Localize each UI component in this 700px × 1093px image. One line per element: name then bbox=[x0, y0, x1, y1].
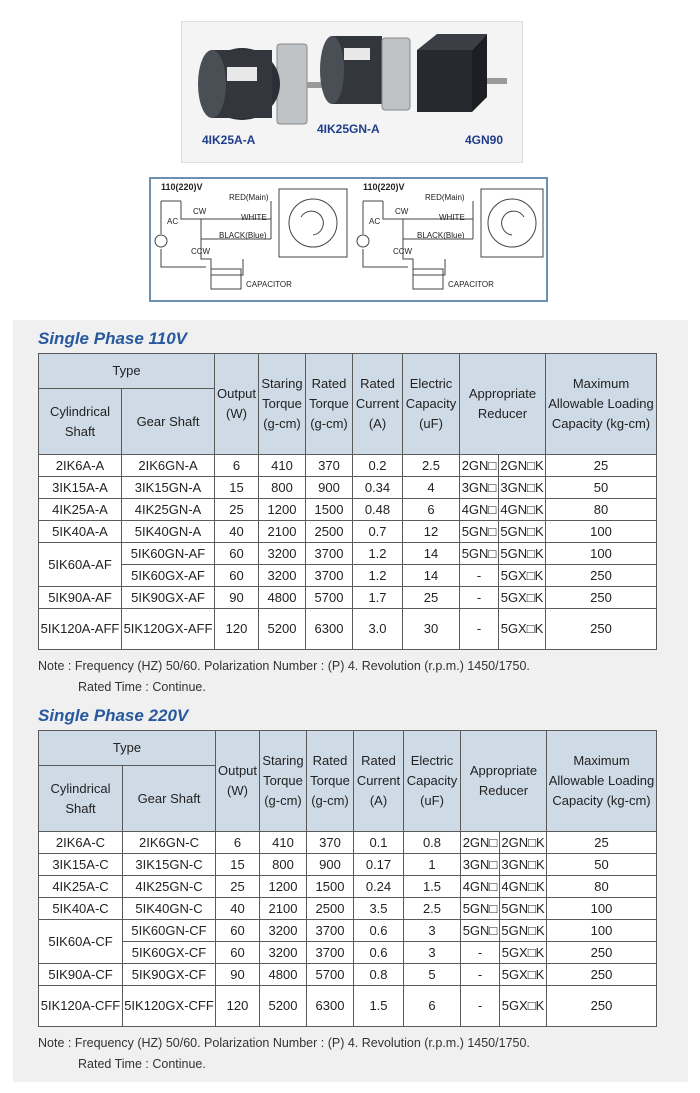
cell-electric-capacity: 6 bbox=[404, 986, 461, 1027]
header-output: Output (W) bbox=[215, 354, 259, 455]
cell-output: 40 bbox=[215, 521, 259, 543]
header-type: Type bbox=[39, 354, 215, 389]
table-row bbox=[39, 455, 657, 477]
cell-output: 25 bbox=[216, 876, 260, 898]
header-type: Type bbox=[39, 731, 216, 766]
cell-rated-current: 1.2 bbox=[353, 543, 403, 565]
cell-rated-torque: 2500 bbox=[307, 898, 354, 920]
section-title-110v: Single Phase 110V bbox=[38, 329, 187, 348]
cell-staring-torque: 2100 bbox=[260, 898, 307, 920]
table-row bbox=[39, 898, 657, 920]
cell-max-loading: 100 bbox=[546, 521, 657, 543]
cell-reducer-1: - bbox=[460, 609, 499, 650]
cell-rated-current: 1.7 bbox=[353, 587, 403, 609]
cell-staring-torque: 800 bbox=[259, 477, 306, 499]
cell-rated-current: 0.17 bbox=[354, 854, 404, 876]
cell-rated-current: 1.5 bbox=[354, 986, 404, 1027]
table-row bbox=[39, 587, 657, 609]
cell-cylindrical: 4IK25A-A bbox=[39, 499, 122, 521]
cell-staring-torque: 4800 bbox=[259, 587, 306, 609]
cell-rated-torque: 2500 bbox=[306, 521, 353, 543]
header-rated-torque: Rated Torque (g-cm) bbox=[307, 731, 354, 832]
cell-max-loading: 250 bbox=[546, 565, 657, 587]
cell-cylindrical: 5IK90A-CF bbox=[39, 964, 123, 986]
cell-electric-capacity: 14 bbox=[403, 565, 460, 587]
header-gear-shaft: Gear Shaft bbox=[122, 389, 215, 455]
wiring-right-red: RED(Main) bbox=[425, 193, 465, 202]
wiring-right-white: WHITE bbox=[439, 213, 465, 222]
cell-rated-current: 0.6 bbox=[354, 920, 404, 942]
cell-max-loading: 100 bbox=[546, 543, 657, 565]
spec-table-220v bbox=[38, 730, 657, 1027]
motor-4ik25gn-icon bbox=[320, 36, 410, 110]
cell-gear: 2IK6GN-A bbox=[122, 455, 215, 477]
wiring-left-capacitor: CAPACITOR bbox=[246, 280, 292, 289]
cell-staring-torque: 2100 bbox=[259, 521, 306, 543]
cell-cylindrical: 5IK90A-AF bbox=[39, 587, 122, 609]
cell-reducer-2: 3GN□K bbox=[500, 854, 547, 876]
table-row bbox=[39, 964, 657, 986]
cell-electric-capacity: 14 bbox=[403, 543, 460, 565]
note-220v-line2: Rated Time : Continue. bbox=[78, 1057, 206, 1071]
cell-reducer-1: 4GN□ bbox=[460, 499, 499, 521]
cell-electric-capacity: 30 bbox=[403, 609, 460, 650]
wiring-left-black: BLACK(Blue) bbox=[219, 231, 267, 240]
cell-gear: 4IK25GN-C bbox=[123, 876, 216, 898]
cell-output: 120 bbox=[216, 986, 260, 1027]
table-row bbox=[39, 986, 657, 1027]
header-cylindrical-shaft: Cylindrical Shaft bbox=[39, 389, 122, 455]
cell-cylindrical: 5IK40A-A bbox=[39, 521, 122, 543]
cell-output: 90 bbox=[215, 587, 259, 609]
photo-label-geared-motor: 4IK25GN-A bbox=[317, 122, 380, 136]
cell-max-loading: 25 bbox=[547, 832, 657, 854]
cell-reducer-2: 4GN□K bbox=[499, 499, 546, 521]
cell-max-loading: 100 bbox=[547, 898, 657, 920]
cell-max-loading: 250 bbox=[547, 964, 657, 986]
cell-cylindrical: 5IK120A-AFF bbox=[39, 609, 122, 650]
cell-reducer-2: 2GN□K bbox=[500, 832, 547, 854]
cell-gear: 5IK60GN-CF bbox=[123, 920, 216, 942]
cell-max-loading: 100 bbox=[547, 920, 657, 942]
cell-cylindrical: 2IK6A-A bbox=[39, 455, 122, 477]
cell-gear: 5IK60GN-AF bbox=[122, 543, 215, 565]
cell-staring-torque: 4800 bbox=[260, 964, 307, 986]
table-row bbox=[39, 565, 657, 587]
cell-rated-current: 0.7 bbox=[353, 521, 403, 543]
table-row bbox=[39, 876, 657, 898]
cell-staring-torque: 5200 bbox=[260, 986, 307, 1027]
cell-output: 60 bbox=[216, 942, 260, 964]
cell-gear: 5IK90GX-AF bbox=[122, 587, 215, 609]
cell-cylindrical: 5IK60A-CF bbox=[39, 920, 123, 964]
cell-electric-capacity: 1.5 bbox=[404, 876, 461, 898]
cell-reducer-2: 5GX□K bbox=[499, 565, 546, 587]
table-row bbox=[39, 920, 657, 942]
cell-rated-torque: 3700 bbox=[306, 565, 353, 587]
cell-reducer-2: 2GN□K bbox=[499, 455, 546, 477]
cell-electric-capacity: 3 bbox=[404, 920, 461, 942]
cell-rated-torque: 370 bbox=[306, 455, 353, 477]
header-rated-current: Rated Current (A) bbox=[353, 354, 403, 455]
cell-reducer-2: 3GN□K bbox=[499, 477, 546, 499]
cell-reducer-2: 4GN□K bbox=[500, 876, 547, 898]
cell-reducer-1: - bbox=[460, 565, 499, 587]
cell-staring-torque: 3200 bbox=[259, 543, 306, 565]
cell-staring-torque: 410 bbox=[259, 455, 306, 477]
cell-output: 60 bbox=[215, 565, 259, 587]
cell-gear: 5IK120GX-AFF bbox=[122, 609, 215, 650]
cell-max-loading: 250 bbox=[546, 587, 657, 609]
cell-rated-current: 0.48 bbox=[353, 499, 403, 521]
cell-reducer-2: 5GN□K bbox=[500, 920, 547, 942]
cell-gear: 5IK60GX-AF bbox=[122, 565, 215, 587]
cell-reducer-1: - bbox=[460, 587, 499, 609]
note-110v-line1: Note : Frequency (HZ) 50/60. Polarization Number : (P) 4. Revolution (r.p.m.) 1450/1750. bbox=[38, 659, 530, 673]
wiring-left-ac: AC bbox=[167, 217, 179, 226]
cell-gear: 5IK60GX-CF bbox=[123, 942, 216, 964]
wiring-left-supply: 110(220)V bbox=[161, 182, 203, 192]
cell-rated-current: 0.1 bbox=[354, 832, 404, 854]
cell-cylindrical: 5IK60A-AF bbox=[39, 543, 122, 587]
cell-reducer-2: 5GN□K bbox=[500, 898, 547, 920]
header-rated-torque: Rated Torque (g-cm) bbox=[306, 354, 353, 455]
cell-staring-torque: 1200 bbox=[260, 876, 307, 898]
cell-rated-torque: 1500 bbox=[307, 876, 354, 898]
cell-max-loading: 50 bbox=[546, 477, 657, 499]
table-row bbox=[39, 832, 657, 854]
cell-max-loading: 50 bbox=[547, 854, 657, 876]
cell-output: 90 bbox=[216, 964, 260, 986]
photo-label-gearbox: 4GN90 bbox=[465, 133, 504, 147]
cell-electric-capacity: 0.8 bbox=[404, 832, 461, 854]
cell-cylindrical: 3IK15A-A bbox=[39, 477, 122, 499]
header-cylindrical-shaft: Cylindrical Shaft bbox=[39, 766, 123, 832]
photo-label-motor: 4IK25A-A bbox=[202, 133, 256, 147]
cell-reducer-1: - bbox=[461, 986, 500, 1027]
wiring-diagram bbox=[149, 177, 548, 302]
cell-cylindrical: 2IK6A-C bbox=[39, 832, 123, 854]
cell-reducer-1: 5GN□ bbox=[460, 543, 499, 565]
cell-reducer-2: 5GX□K bbox=[499, 609, 546, 650]
header-staring-torque: Staring Torque (g-cm) bbox=[260, 731, 307, 832]
header-electric-capacity: Electric Capacity (uF) bbox=[403, 354, 460, 455]
cell-reducer-1: 3GN□ bbox=[460, 477, 499, 499]
cell-rated-current: 0.34 bbox=[353, 477, 403, 499]
cell-reducer-1: 4GN□ bbox=[461, 876, 500, 898]
cell-staring-torque: 3200 bbox=[260, 920, 307, 942]
cell-rated-torque: 5700 bbox=[307, 964, 354, 986]
cell-electric-capacity: 12 bbox=[403, 521, 460, 543]
cell-gear: 2IK6GN-C bbox=[123, 832, 216, 854]
header-appropriate-reducer: Appropriate Reducer bbox=[461, 731, 547, 832]
cell-rated-torque: 5700 bbox=[306, 587, 353, 609]
cell-max-loading: 80 bbox=[547, 876, 657, 898]
cell-reducer-2: 5GX□K bbox=[500, 986, 547, 1027]
header-max-loading: Maximum Allowable Loading Capacity (kg-cm) bbox=[546, 354, 657, 455]
cell-reducer-2: 5GX□K bbox=[500, 942, 547, 964]
cell-electric-capacity: 6 bbox=[403, 499, 460, 521]
table-row bbox=[39, 609, 657, 650]
cell-cylindrical: 3IK15A-C bbox=[39, 854, 123, 876]
cell-rated-current: 0.6 bbox=[354, 942, 404, 964]
wiring-left-red: RED(Main) bbox=[229, 193, 269, 202]
wiring-right-capacitor: CAPACITOR bbox=[448, 280, 494, 289]
header-electric-capacity: Electric Capacity (uF) bbox=[404, 731, 461, 832]
cell-gear: 3IK15GN-C bbox=[123, 854, 216, 876]
cell-electric-capacity: 3 bbox=[404, 942, 461, 964]
table-row bbox=[39, 942, 657, 964]
table-row bbox=[39, 854, 657, 876]
cell-reducer-2: 5GN□K bbox=[499, 543, 546, 565]
cell-max-loading: 250 bbox=[547, 986, 657, 1027]
wiring-right-supply: 110(220)V bbox=[363, 182, 405, 192]
table-row bbox=[39, 543, 657, 565]
cell-staring-torque: 5200 bbox=[259, 609, 306, 650]
cell-reducer-2: 5GX□K bbox=[500, 964, 547, 986]
cell-reducer-1: 2GN□ bbox=[461, 832, 500, 854]
cell-max-loading: 80 bbox=[546, 499, 657, 521]
cell-rated-current: 1.2 bbox=[353, 565, 403, 587]
cell-rated-current: 3.5 bbox=[354, 898, 404, 920]
cell-cylindrical: 5IK120A-CFF bbox=[39, 986, 123, 1027]
cell-reducer-1: - bbox=[461, 964, 500, 986]
cell-staring-torque: 3200 bbox=[260, 942, 307, 964]
wiring-right-ccw: CCW bbox=[393, 247, 413, 256]
cell-output: 25 bbox=[215, 499, 259, 521]
cell-electric-capacity: 1 bbox=[404, 854, 461, 876]
wiring-right-ac: AC bbox=[369, 217, 381, 226]
header-appropriate-reducer: Appropriate Reducer bbox=[460, 354, 546, 455]
cell-output: 15 bbox=[215, 477, 259, 499]
header-staring-torque: Staring Torque (g-cm) bbox=[259, 354, 306, 455]
cell-rated-current: 0.24 bbox=[354, 876, 404, 898]
cell-output: 40 bbox=[216, 898, 260, 920]
cell-reducer-1: - bbox=[461, 942, 500, 964]
cell-cylindrical: 4IK25A-C bbox=[39, 876, 123, 898]
cell-cylindrical: 5IK40A-C bbox=[39, 898, 123, 920]
wiring-right-black: BLACK(Blue) bbox=[417, 231, 465, 240]
cell-output: 120 bbox=[215, 609, 259, 650]
cell-gear: 5IK40GN-C bbox=[123, 898, 216, 920]
cell-staring-torque: 410 bbox=[260, 832, 307, 854]
note-220v-line1: Note : Frequency (HZ) 50/60. Polarization Number : (P) 4. Revolution (r.p.m.) 1450/1750. bbox=[38, 1036, 530, 1050]
cell-reducer-1: 2GN□ bbox=[460, 455, 499, 477]
cell-output: 15 bbox=[216, 854, 260, 876]
table-row bbox=[39, 521, 657, 543]
cell-staring-torque: 800 bbox=[260, 854, 307, 876]
cell-staring-torque: 3200 bbox=[259, 565, 306, 587]
cell-rated-torque: 3700 bbox=[306, 543, 353, 565]
header-output: Output (W) bbox=[216, 731, 260, 832]
cell-reducer-1: 3GN□ bbox=[461, 854, 500, 876]
cell-rated-torque: 900 bbox=[306, 477, 353, 499]
motor-photo bbox=[181, 21, 523, 163]
cell-rated-current: 0.8 bbox=[354, 964, 404, 986]
cell-reducer-1: 5GN□ bbox=[460, 521, 499, 543]
cell-rated-current: 0.2 bbox=[353, 455, 403, 477]
cell-output: 6 bbox=[216, 832, 260, 854]
table-row bbox=[39, 477, 657, 499]
wiring-left-white: WHITE bbox=[241, 213, 267, 222]
header-gear-shaft: Gear Shaft bbox=[123, 766, 216, 832]
header-rated-current: Rated Current (A) bbox=[354, 731, 404, 832]
cell-max-loading: 25 bbox=[546, 455, 657, 477]
cell-rated-torque: 6300 bbox=[306, 609, 353, 650]
cell-staring-torque: 1200 bbox=[259, 499, 306, 521]
cell-reducer-2: 5GX□K bbox=[499, 587, 546, 609]
cell-gear: 4IK25GN-A bbox=[122, 499, 215, 521]
spec-table-110v bbox=[38, 353, 657, 650]
cell-reducer-1: 5GN□ bbox=[461, 920, 500, 942]
header-max-loading: Maximum Allowable Loading Capacity (kg-cm) bbox=[547, 731, 657, 832]
wiring-left-ccw: CCW bbox=[191, 247, 211, 256]
cell-rated-torque: 3700 bbox=[307, 920, 354, 942]
cell-electric-capacity: 4 bbox=[403, 477, 460, 499]
cell-gear: 5IK40GN-A bbox=[122, 521, 215, 543]
cell-max-loading: 250 bbox=[546, 609, 657, 650]
cell-rated-current: 3.0 bbox=[353, 609, 403, 650]
cell-gear: 3IK15GN-A bbox=[122, 477, 215, 499]
cell-reducer-2: 5GN□K bbox=[499, 521, 546, 543]
note-110v bbox=[38, 656, 530, 698]
cell-gear: 5IK120GX-CFF bbox=[123, 986, 216, 1027]
cell-electric-capacity: 2.5 bbox=[404, 898, 461, 920]
cell-output: 60 bbox=[216, 920, 260, 942]
cell-gear: 5IK90GX-CF bbox=[123, 964, 216, 986]
cell-reducer-1: 5GN□ bbox=[461, 898, 500, 920]
cell-electric-capacity: 2.5 bbox=[403, 455, 460, 477]
wiring-right-cw: CW bbox=[395, 207, 409, 216]
cell-electric-capacity: 25 bbox=[403, 587, 460, 609]
table-row bbox=[39, 499, 657, 521]
cell-rated-torque: 1500 bbox=[306, 499, 353, 521]
cell-rated-torque: 370 bbox=[307, 832, 354, 854]
cell-rated-torque: 6300 bbox=[307, 986, 354, 1027]
cell-rated-torque: 3700 bbox=[307, 942, 354, 964]
section-title-220v: Single Phase 220V bbox=[38, 706, 189, 725]
cell-rated-torque: 900 bbox=[307, 854, 354, 876]
cell-max-loading: 250 bbox=[547, 942, 657, 964]
note-110v-line2: Rated Time : Continue. bbox=[78, 680, 206, 694]
cell-output: 60 bbox=[215, 543, 259, 565]
wiring-left-cw: CW bbox=[193, 207, 207, 216]
cell-electric-capacity: 5 bbox=[404, 964, 461, 986]
note-220v bbox=[38, 1033, 530, 1075]
cell-output: 6 bbox=[215, 455, 259, 477]
